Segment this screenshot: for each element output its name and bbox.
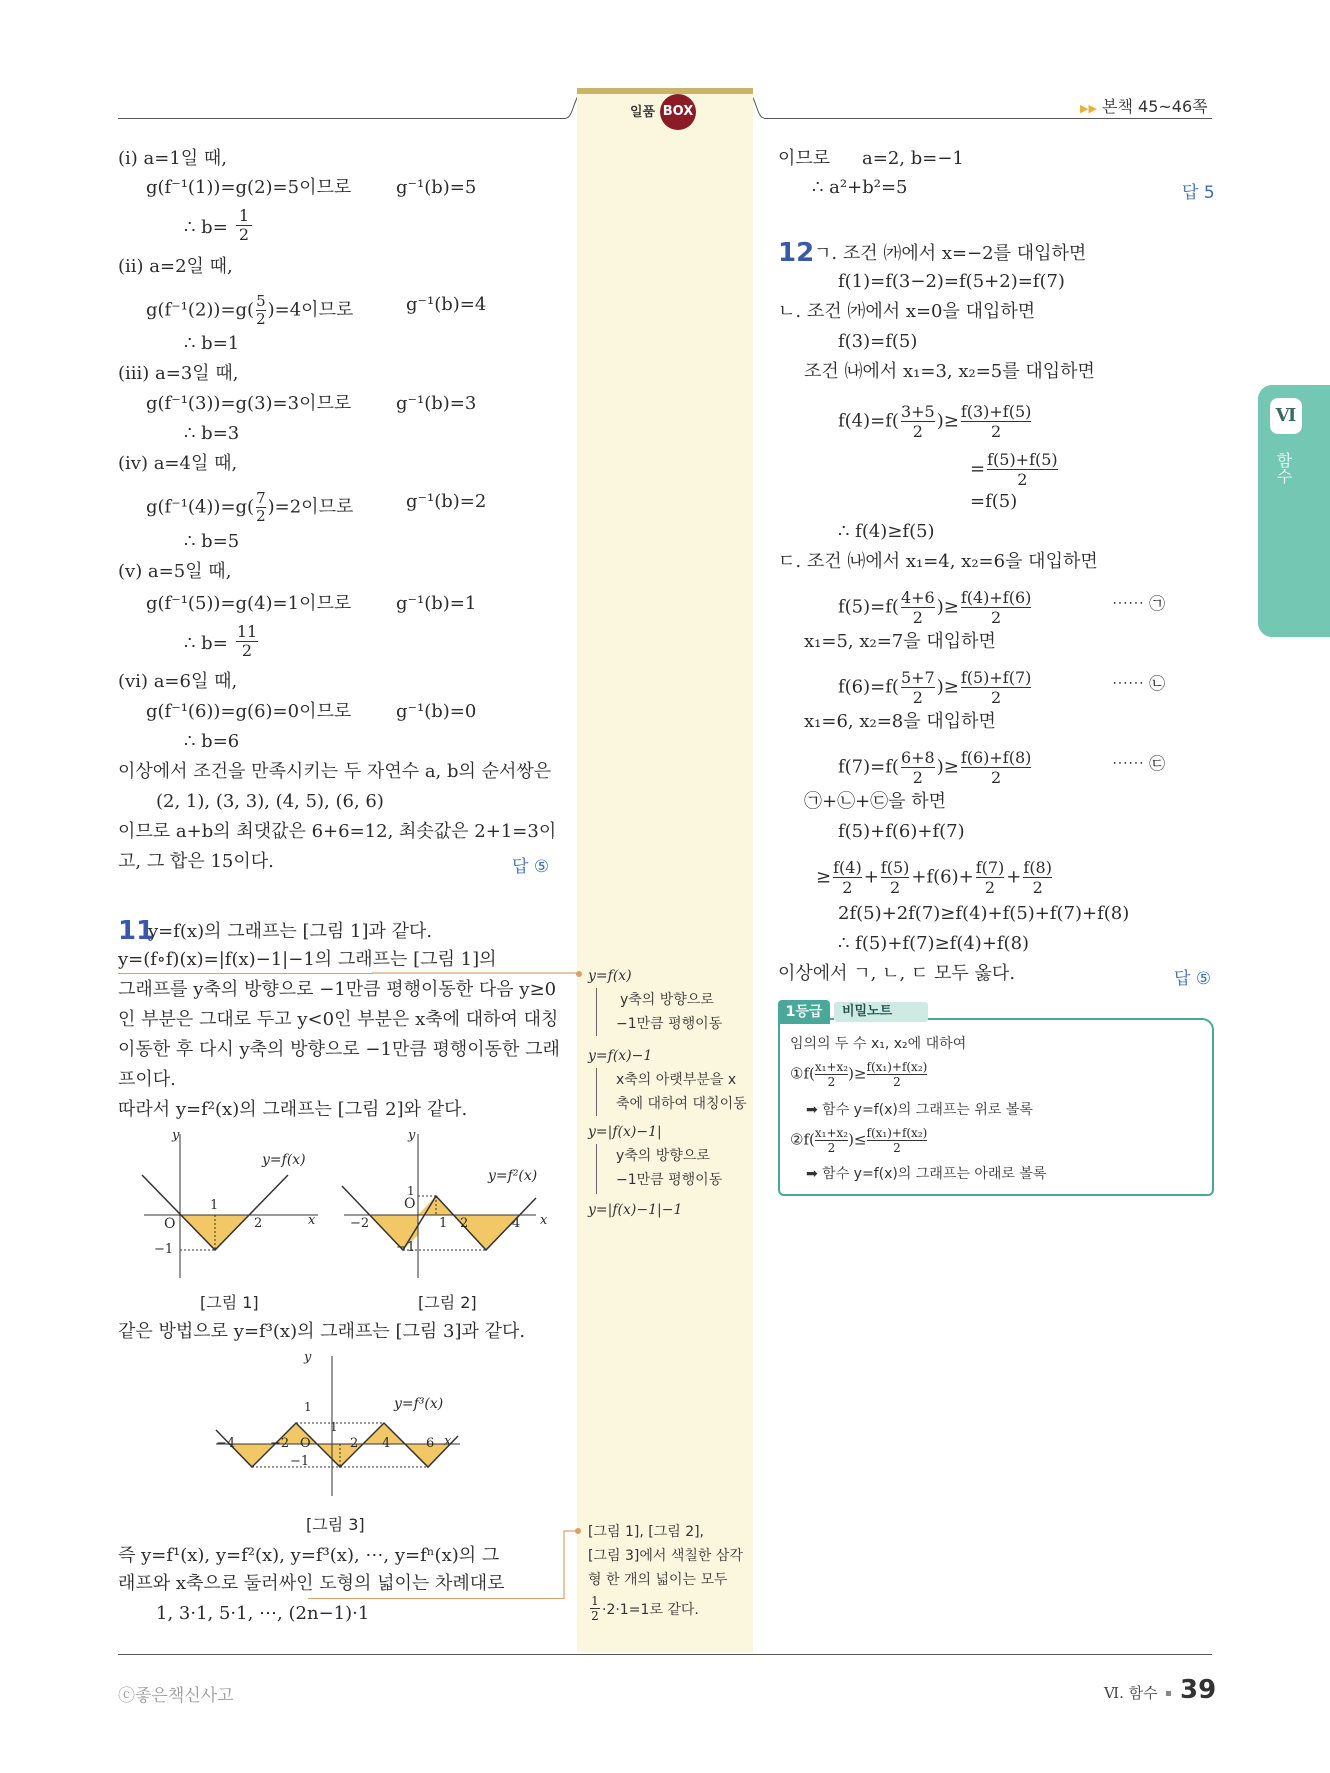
fig2-tick-4: 4 — [512, 1216, 521, 1231]
frac-num: f(5)+f(7) — [960, 668, 1032, 687]
sum-mid: +f(6)+ — [911, 866, 974, 888]
e6-frac — [901, 748, 935, 787]
q12-l9: x₁=6, x₂=8을 대입하면 — [804, 711, 996, 732]
case-3-eq2: g⁻¹(b)=3 — [396, 393, 477, 414]
frac-den: 2 — [893, 1075, 901, 1089]
frac-den: 2 — [991, 688, 1002, 707]
q12-l2: f(1)=f(3−2)=f(5+2)=f(7) — [838, 271, 1065, 292]
e4-rhs-frac — [961, 588, 1032, 627]
frac-num: f(x₁)+f(x₂) — [866, 1060, 928, 1074]
figure-3 — [210, 1350, 470, 1500]
q12-e5: f(6)=f( $\frac{5+7}{2}$ )≥ $\frac{f(5)+f(7)}{2}$ — [838, 668, 1032, 707]
case-3-res: ∴ b=3 — [184, 423, 240, 444]
header-rule-left — [118, 118, 566, 119]
note-ineq-2: ②f( $\frac{\text{x₁+x₂}}{2}$ )≤ $\frac{\text{f(x₁)+f(x₂)}}{2}$ — [790, 1126, 928, 1155]
frac-den: 2 — [893, 1141, 901, 1155]
q11-line-4: 인 부분은 그대로 두고 y<0인 부분은 x축에 대하여 대칭 — [118, 1009, 559, 1030]
q12-l8: x₁=5, x₂=7을 대입하면 — [804, 631, 996, 652]
q12-l10: ㉠+㉡+㉢을 하면 — [804, 791, 947, 812]
case-5-eq2: g⁻¹(b)=1 — [396, 593, 477, 614]
fig1-curve-label: y=f(x) — [262, 1152, 306, 1168]
fig3-caption: [그림 3] — [306, 1515, 365, 1534]
eq-frac — [256, 490, 266, 525]
fig2-tick-m2: −2 — [350, 1216, 370, 1231]
footer-chapter: Ⅵ. 함수 — [1104, 1684, 1158, 1702]
fig3-tick-1: 1 — [330, 1420, 338, 1434]
eq-b: )=2이므로 — [267, 496, 354, 518]
side-step-9: −1만큼 평행이동 — [616, 1172, 723, 1188]
frac-num: 4+6 — [900, 588, 935, 607]
fig2-x-label: x — [540, 1213, 548, 1228]
frac-num: f(7) — [975, 858, 1005, 877]
q11-end-3: 1, 3·1, 5·1, ⋯, (2n−1)·1 — [156, 1603, 370, 1624]
side-note-4: ·2·1=1로 같다. — [602, 1602, 699, 1618]
q11-line-5: 이동한 후 다시 y축의 방향으로 −1만큼 평행이동한 그래 — [118, 1039, 560, 1060]
q11-underline-2 — [308, 1598, 564, 1599]
q11-end-1: 즉 y=f¹(x), y=f²(x), y=f³(x), ⋯, y=fⁿ(x)의 그 — [118, 1545, 500, 1566]
double-arrow-icon: ▶▶ — [1080, 102, 1097, 115]
fig1-y-label: y — [172, 1128, 180, 1143]
fig3-tick-m1: −1 — [290, 1454, 310, 1469]
r-top-1b: a=2, b=−1 — [862, 148, 964, 169]
fig1-caption: [그림 1] — [200, 1293, 259, 1312]
summary-pairs: (2, 1), (3, 3), (4, 5), (6, 6) — [156, 791, 384, 812]
e5-lhs: f(6)=f( — [838, 676, 899, 698]
case-1-res: ∴ b= — [184, 217, 228, 238]
q11-line-3: 그래프를 y축의 방향으로 −1만큼 평행이동한 다음 y≥0 — [118, 979, 557, 1000]
header-rule-right — [764, 118, 1212, 119]
frac-den: 2 — [912, 422, 923, 441]
frac-den: 2 — [991, 608, 1002, 627]
frac-num: f(5) — [880, 858, 910, 877]
note-result-1: ➡ 함수 y=f(x)의 그래프는 위로 볼록 — [806, 1102, 1033, 1118]
r-top-1a: 이므로 — [778, 148, 831, 169]
n1-frac — [815, 1060, 848, 1089]
e1-frac — [901, 402, 935, 441]
side-step-1: y=f(x) — [588, 968, 632, 984]
frac-num: f(8) — [1023, 858, 1052, 877]
frac-den: 2 — [991, 768, 1002, 787]
note-badge: 1등급 — [778, 1000, 830, 1024]
case-1-head: (ⅰ) a=1일 때, — [118, 148, 228, 169]
case-5-head: (ⅴ) a=5일 때, — [118, 561, 232, 582]
n2-frac — [815, 1126, 848, 1155]
fig2-tick-2: 2 — [460, 1216, 469, 1231]
q12-number: 12 — [778, 238, 815, 268]
fig2-y-label: y — [408, 1128, 416, 1143]
q11-line-6: 프이다. — [118, 1069, 176, 1090]
page-reference: ▶▶ 본책 45~46쪽 — [1080, 97, 1208, 116]
fig1-x-label: x — [308, 1213, 316, 1228]
frac-num: 1 — [591, 1594, 599, 1608]
q12-mark-2: ⋯⋯ ㉡ — [1112, 674, 1166, 693]
summary-line-2: 이므로 a+b의 최댓값은 6+6=12, 최솟값은 2+1=3이 — [118, 821, 557, 842]
frac-den: 2 — [256, 310, 266, 328]
answer-10: 답 ⑤ — [512, 857, 550, 877]
frac-den: 2 — [1017, 470, 1028, 489]
eq-frac — [256, 293, 266, 328]
frac-num: f(5)+f(5) — [987, 450, 1058, 469]
fig1-origin: O — [164, 1216, 176, 1232]
box-prefix: 일품 — [630, 105, 656, 120]
figure-2 — [340, 1128, 550, 1288]
r-top-2: ∴ a²+b²=5 — [812, 177, 908, 198]
frac-num: f(3)+f(5) — [960, 402, 1032, 421]
figure-1 — [138, 1128, 338, 1288]
fig3-x-label: x — [444, 1434, 452, 1449]
fig3-shade-1 — [230, 1444, 274, 1467]
frac-den: 2 — [827, 1075, 836, 1089]
q12-mark-3: ⋯⋯ ㉢ — [1112, 754, 1166, 773]
frac-num: 5+7 — [900, 668, 935, 687]
fig3-tick-1-y: 1 — [304, 1400, 312, 1414]
case-2-eq2: g⁻¹(b)=4 — [406, 294, 487, 315]
frac-num: x₁+x₂ — [814, 1126, 849, 1140]
e2-frac — [987, 450, 1058, 489]
side-arrow-3 — [596, 1144, 597, 1194]
q12-mark-1: ⋯⋯ ㉠ — [1112, 594, 1166, 613]
frac-den: 2 — [889, 878, 901, 897]
q12-l6: ∴ f(4)≥f(5) — [838, 521, 935, 542]
sum-frac-1 — [833, 858, 862, 897]
case-5-frac — [236, 623, 258, 660]
fig2-origin: O — [404, 1196, 416, 1212]
connector-line-1 — [368, 960, 588, 990]
case-4-res: ∴ b=5 — [184, 531, 240, 552]
box-badge: BOX — [660, 94, 696, 130]
page-number: 39 — [1180, 1675, 1217, 1705]
e4-frac — [901, 588, 935, 627]
case-3-eq: g(f⁻¹(3))=g(3)=3이므로 — [146, 393, 352, 414]
frac-den: 2 — [912, 688, 923, 707]
q12-l13: ∴ f(5)+f(7)≥f(4)+f(8) — [838, 933, 1030, 954]
sum-frac-4 — [1023, 858, 1052, 897]
case-1-eq: g(f⁻¹(1))=g(2)=5이므로 — [146, 177, 352, 198]
q11-end-2: 래프와 x축으로 둘러싸인 도형의 넓이는 차례대로 — [118, 1573, 505, 1594]
summary-line-3: 고, 그 합은 15이다. — [118, 851, 274, 872]
fig3-y-label: y — [304, 1350, 312, 1365]
box-column — [577, 94, 753, 1652]
note-ineq-1: ①f( $\frac{\text{x₁+x₂}}{2}$ )≥ $\frac{\text{f(x₁)+f(x₂)}}{2}$ — [790, 1060, 928, 1089]
fig3-curve-label: y=f³(x) — [394, 1396, 444, 1412]
q12-l7: ㄷ. 조건 ㈏에서 x₁=4, x₂=6을 대입하면 — [778, 551, 1098, 572]
side-note-frac — [590, 1594, 600, 1623]
side-step-6: 축에 대하여 대칭이동 — [616, 1096, 747, 1112]
fig1-tick-m1: −1 — [154, 1242, 174, 1257]
frac-den: 2 — [241, 641, 253, 660]
frac-num: 6+8 — [900, 748, 935, 767]
frac-den: 2 — [842, 878, 853, 897]
side-arrow-1 — [596, 988, 597, 1036]
frac-num: f(6)+f(8) — [960, 748, 1032, 767]
side-arrow-2 — [596, 1068, 597, 1116]
e1-lhs: f(4)=f( — [838, 410, 899, 432]
q12-e2: = $\frac{f(5)+f(5)}{2}$ — [970, 450, 1058, 489]
connector-line-2 — [558, 1526, 588, 1606]
side-note-3: 형 한 개의 넓이는 모두 — [588, 1572, 728, 1588]
side-note-1: [그림 1], [그림 2], — [588, 1524, 705, 1540]
e6-lhs: f(7)=f( — [838, 756, 899, 778]
case-4-head: (ⅳ) a=4일 때, — [118, 453, 238, 474]
fig3-tick-2: 2 — [350, 1436, 359, 1451]
side-step-7: y=|f(x)−1| — [588, 1124, 662, 1140]
case-5-eq: g(f⁻¹(5))=g(4)=1이므로 — [146, 593, 352, 614]
q12-e4: f(5)=f( $\frac{4+6}{2}$ )≥ $\frac{f(4)+f(6)}{2}$ — [838, 588, 1032, 627]
e6-rhs-frac — [961, 748, 1032, 787]
q12-l4: f(3)=f(5) — [838, 331, 918, 352]
note-title: 비밀노트 — [834, 1002, 928, 1022]
side-step-10: y=|f(x)−1|−1 — [588, 1202, 683, 1218]
q11-underline — [118, 973, 373, 974]
fig1-tick-1: 1 — [210, 1198, 219, 1213]
q11-number: 11 — [118, 916, 155, 946]
sum-frac-2 — [881, 858, 910, 897]
n1-rfrac — [867, 1060, 928, 1089]
case-2-res: ∴ b=1 — [184, 333, 240, 354]
e5-frac — [901, 668, 935, 707]
frac-num: 11 — [236, 622, 258, 641]
fig3-tick-6: 6 — [426, 1436, 435, 1451]
case-6-head: (ⅵ) a=6일 때, — [118, 671, 238, 692]
case-4-eq2: g⁻¹(b)=2 — [406, 491, 487, 512]
case-6-eq2: g⁻¹(b)=0 — [396, 701, 477, 722]
q12-sum: ≥ $\frac{f(4)}{2}$ + $\frac{f(5)}{2}$ +f(6)+ $\frac{f(7)}{2}$ + $\frac{f(8)}{2}$ — [816, 858, 1052, 897]
fig2-tick-1-y: 1 — [407, 1184, 415, 1198]
fig3-tick-m4: −4 — [216, 1436, 236, 1451]
q12-l5: 조건 ㈏에서 x₁=3, x₂=5를 대입하면 — [804, 361, 1095, 382]
q12-l3: ㄴ. 조건 ㈎에서 x=0을 대입하면 — [778, 301, 1036, 322]
q11-line-1: y=f(x)의 그래프는 [그림 1]과 같다. — [148, 921, 433, 942]
side-step-2: y축의 방향으로 — [620, 992, 714, 1008]
case-1-frac — [236, 207, 252, 244]
side-step-4: y=f(x)−1 — [588, 1048, 653, 1064]
eq-a: g(f⁻¹(4))=g( — [146, 496, 255, 518]
frac-num: 5 — [256, 292, 266, 310]
frac-num: f(4)+f(6) — [960, 588, 1032, 607]
eq-a: g(f⁻¹(2))=g( — [146, 299, 255, 321]
case-5-res: ∴ b= — [184, 633, 228, 654]
copyright: ⓒ좋은책신사고 — [118, 1686, 234, 1706]
frac-num: x₁+x₂ — [814, 1060, 849, 1074]
frac-den: 2 — [591, 1609, 599, 1623]
case-1-eq2: g⁻¹(b)=5 — [396, 177, 477, 198]
case-2-head: (ⅱ) a=2일 때, — [118, 256, 233, 277]
case-3-head: (ⅲ) a=3일 때, — [118, 363, 239, 384]
fig2-caption: [그림 2] — [418, 1293, 477, 1312]
footer-dot — [1166, 1691, 1171, 1696]
frac-num: 1 — [236, 207, 252, 226]
q11-mid: 같은 방법으로 y=f³(x)의 그래프는 [그림 3]과 같다. — [118, 1321, 526, 1342]
q12-e3: =f(5) — [970, 491, 1018, 512]
fig2-tick-1: 1 — [439, 1216, 448, 1231]
frac-num: 7 — [256, 489, 266, 507]
q11-line-7: 따라서 y=f²(x)의 그래프는 [그림 2]와 같다. — [118, 1099, 468, 1120]
q12-l11: f(5)+f(6)+f(7) — [838, 821, 965, 842]
note-line-1: 임의의 두 수 x₁, x₂에 대하여 — [790, 1036, 967, 1052]
fig1-tick-2: 2 — [254, 1216, 263, 1231]
eq-b: )=4이므로 — [267, 299, 354, 321]
case-6-res: ∴ b=6 — [184, 731, 240, 752]
fig3-tick-4: 4 — [382, 1436, 391, 1451]
frac-den: 2 — [984, 878, 996, 897]
e5-rhs-frac — [961, 668, 1032, 707]
frac-den: 2 — [991, 422, 1002, 441]
frac-num: f(x₁)+f(x₂) — [866, 1126, 928, 1140]
frac-den: 2 — [912, 768, 923, 787]
fig2-curve-label: y=f²(x) — [488, 1168, 538, 1184]
answer-top: 답 5 — [1182, 183, 1215, 203]
fig2-tick-m1: −1 — [396, 1240, 416, 1255]
footer-rule — [118, 1654, 1212, 1655]
side-step-3: −1만큼 평행이동 — [616, 1016, 723, 1032]
chapter-label: 함수 — [1274, 452, 1293, 484]
sum-frac-3 — [976, 858, 1005, 897]
case-4-eq — [146, 490, 353, 525]
frac-den: 2 — [238, 225, 250, 244]
frac-den: 2 — [1032, 878, 1043, 897]
side-step-5: x축의 아랫부분을 x — [616, 1072, 737, 1088]
case-6-eq: g(f⁻¹(6))=g(6)=0이므로 — [146, 701, 352, 722]
frac-den: 2 — [827, 1141, 836, 1155]
fig3-origin: O — [300, 1436, 311, 1451]
frac-num: 3+5 — [900, 402, 935, 421]
answer-12: 답 ⑤ — [1174, 969, 1212, 989]
q12-l12: 2f(5)+2f(7)≥f(4)+f(5)+f(7)+f(8) — [838, 903, 1130, 924]
e1-rhs-frac — [961, 402, 1032, 441]
fig3-tick-m2: −2 — [270, 1436, 290, 1451]
note-result-2: ➡ 함수 y=f(x)의 그래프는 아래로 볼록 — [806, 1166, 1047, 1182]
chapter-roman: Ⅵ — [1270, 398, 1302, 434]
side-note-2: [그림 3]에서 색칠한 삼각 — [588, 1548, 743, 1564]
q12-l14: 이상에서 ㄱ, ㄴ, ㄷ 모두 옳다. — [778, 963, 1016, 984]
e4-lhs: f(5)=f( — [838, 596, 899, 618]
q12-l1: ㄱ. 조건 ㈎에서 x=−2를 대입하면 — [814, 243, 1087, 264]
side-step-8: y축의 방향으로 — [616, 1148, 710, 1164]
n2-rfrac — [867, 1126, 928, 1155]
q12-e1: f(4)=f( $\frac{3+5}{2}$ )≥ $\frac{f(3)+f(5)}{2}$ — [838, 402, 1032, 441]
case-2-eq — [146, 293, 353, 328]
frac-num: f(4) — [833, 858, 862, 877]
summary-line-1: 이상에서 조건을 만족시키는 두 자연수 a, b의 순서쌍은 — [118, 761, 552, 782]
q12-e6: f(7)=f( $\frac{6+8}{2}$ )≥ $\frac{f(6)+f(8)}{2}$ — [838, 748, 1032, 787]
q11-line-2: y=(f∘f)(x)=|f(x)−1|−1의 그래프는 [그림 1]의 — [118, 949, 497, 970]
frac-den: 2 — [912, 608, 923, 627]
frac-den: 2 — [256, 507, 266, 525]
